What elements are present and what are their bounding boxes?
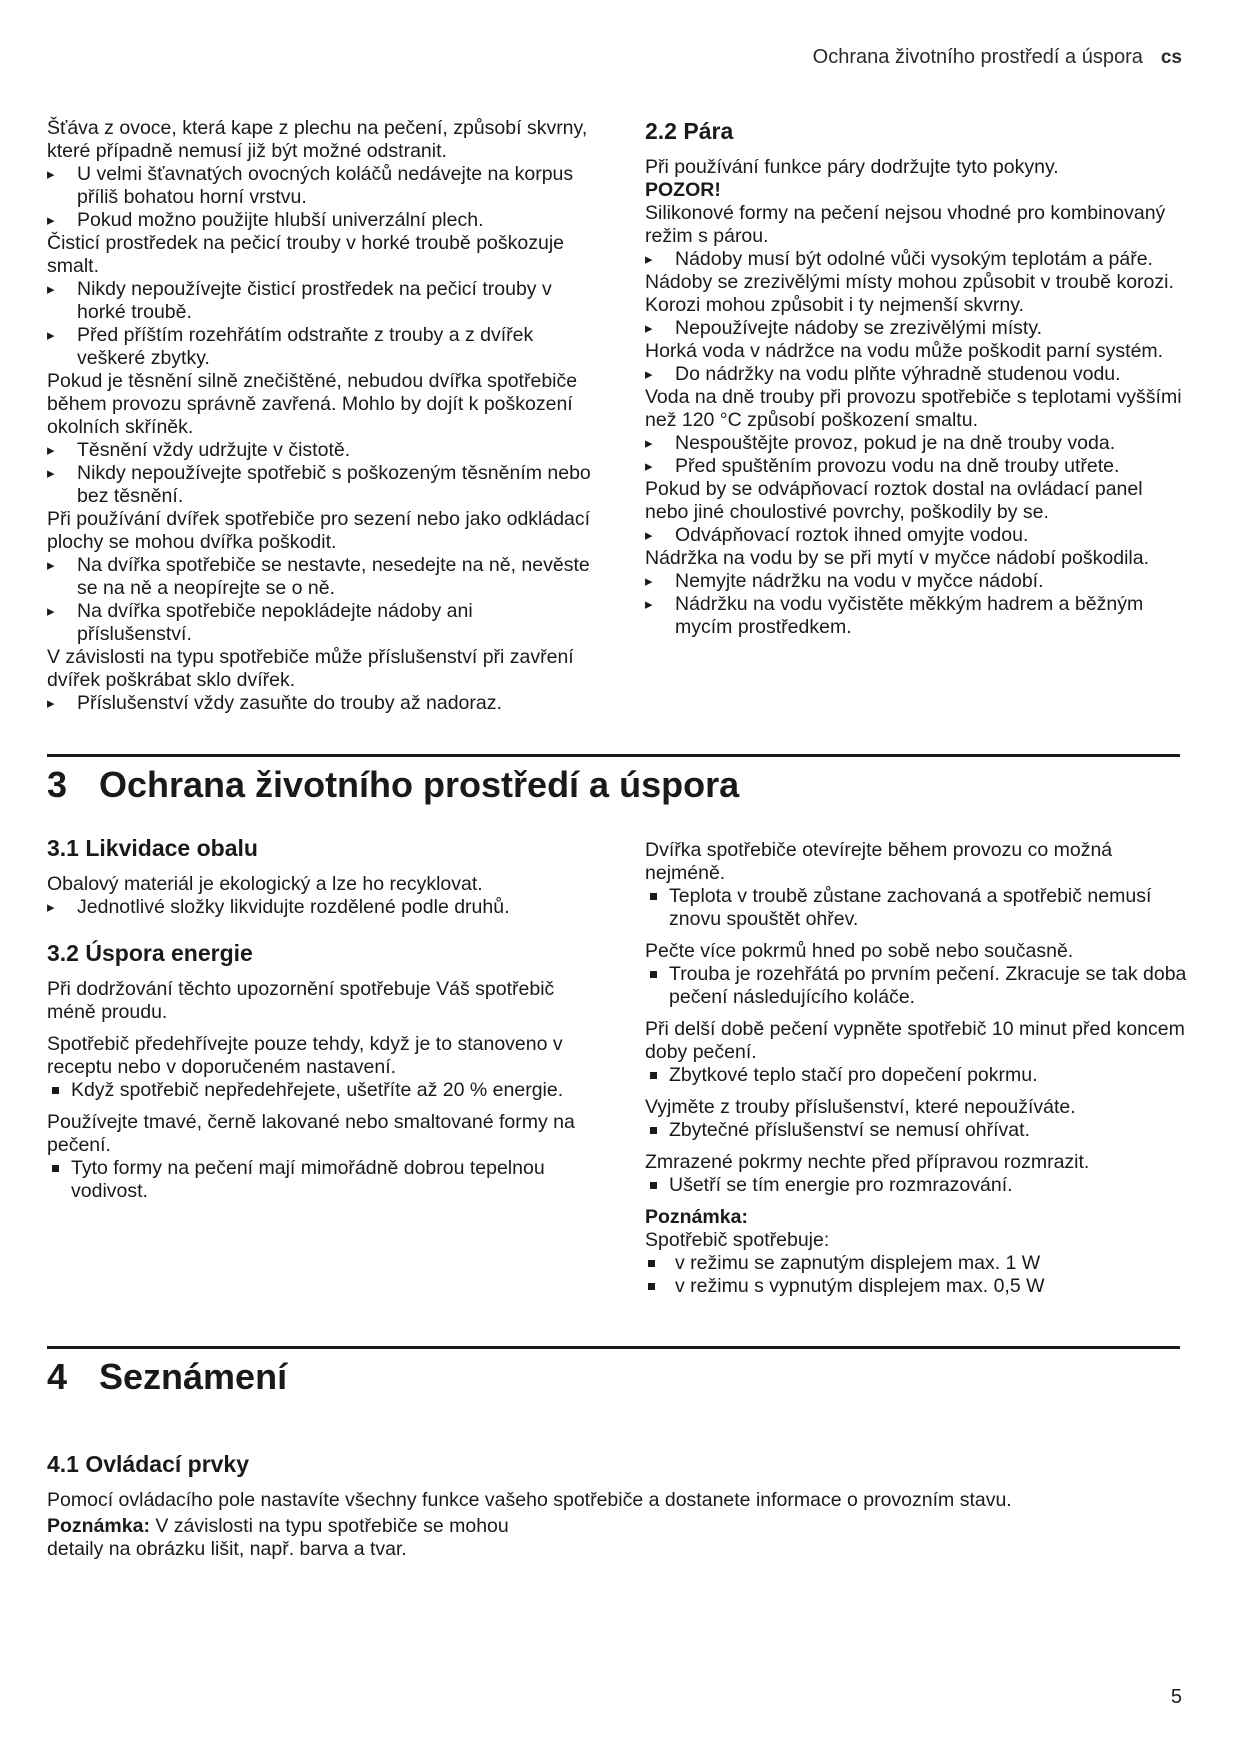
square-bullet-item: Teplota v troubě zůstane zachovaná a spotřebič nemusí znovu spouštět ohřev. [645,885,1190,931]
chapter-title: Seznámení [99,1356,288,1397]
page-number: 5 [1170,1686,1182,1708]
section-divider [47,754,1180,757]
chapter-number: 4 [47,1356,68,1397]
language-code: cs [1160,47,1182,68]
paragraph: Při používání dvířek spotřebiče pro sezení nebo jako odkládací plochy se mohou dvířka poškodit. [47,508,591,553]
bullet-item: ▸ Nádržku na vodu vyčistěte měkkým hadrem a běžným mycím prostředkem. [645,593,1190,639]
running-header [813,46,1182,69]
bullet-item: ▸ Těsnění vždy udržujte v čistotě. [47,439,592,462]
square-bullet-item: Trouba je rozehřátá po prvním pečení. Zkracuje se tak doba pečení následujícího koláče. [645,963,1190,1009]
bullet-item: ▸ Nádoby musí být odolné vůči vysokým teplotám a páře. [645,248,1190,271]
bullet-item: ▸ Pokud možno použijte hlubší univerzální plech. [47,209,592,232]
bullet-item: ▸ Nikdy nepoužívejte čisticí prostředek na pečicí trouby v horké troubě. [47,278,592,324]
square-bullet-item: Ušetří se tím energie pro rozmrazování. [645,1174,1190,1197]
square-bullet-item: Zbytkové teplo stačí pro dopečení pokrmu. [645,1064,1190,1087]
bullet-item: ▸ Nemyjte nádržku na vodu v myčce nádobí. [645,570,1190,593]
bullet-item: ▸ Odvápňovací roztok ihned omyjte vodou. [645,524,1190,547]
section-divider [47,1346,1180,1349]
section-heading-4-1: 4.1 Ovládací prvky [47,1451,250,1477]
bullet-item: ▸ Před příštím rozehřátím odstraňte z trouby a z dvířek veškeré zbytky. [47,324,592,370]
paragraph: Pokud je těsnění silně znečištěné, nebudou dvířka spotřebiče během provozu správně zavřená. Mohlo by dojít k poškození okolních skříněk. [47,370,578,438]
section-heading-2-2: 2.2 Pára [645,118,734,144]
paragraph: Silikonové formy na pečení nejsou vhodné pro kombinovaný režim s párou. [645,202,1166,247]
paragraph: Při delší době pečení vypněte spotřebič 10 minut před koncem doby pečení. [645,1018,1185,1063]
bullet-item: ▸ Nikdy nepoužívejte spotřebič s poškozeným těsněním nebo bez těsnění. [47,462,592,508]
paragraph: Horká voda v nádržce na vodu může poškodit parní systém. [645,340,1164,362]
square-bullet-item: Zbytečné příslušenství se nemusí ohřívat. [645,1119,1190,1142]
paragraph: Vyjměte z trouby příslušenství, které nepoužíváte. [645,1096,1076,1118]
section4-body [47,1450,1187,1561]
right-column-top [645,117,1190,639]
square-bullet-item: Tyto formy na pečení mají mimořádně dobrou tepelnou vodivost. [47,1157,592,1203]
note-text-continued: detaily na obrázku lišit, např. barva a tvar. [47,1538,407,1560]
paragraph: Pomocí ovládacího pole nastavíte všechny funkce vašeho spotřebiče a dostanete informace o provozním stavu. [47,1489,1012,1511]
paragraph: Zmrazené pokrmy nechte před přípravou rozmrazit. [645,1151,1090,1173]
note-text: Spotřebič spotřebuje: [645,1229,830,1251]
note-label: Poznámka: [47,1515,150,1537]
paragraph: Pečte více pokrmů hned po sobě nebo současně. [645,940,1074,962]
paragraph: Čisticí prostředek na pečicí trouby v horké troubě poškozuje smalt. [47,232,565,277]
bullet-item: ▸ Na dvířka spotřebiče nepokládejte nádoby ani příslušenství. [47,600,592,646]
note-text: V závislosti na typu spotřebiče se mohou [149,1515,509,1537]
note-label: Poznámka: [645,1206,748,1228]
chapter-title: Ochrana životního prostředí a úspora [99,764,740,805]
bullet-item: ▸ Do nádržky na vodu plňte výhradně studenou vodu. [645,363,1190,386]
paragraph: V závislosti na typu spotřebiče může příslušenství při zavření dvířek poškrábat sklo dvířek. [47,646,574,691]
bullet-item: ▸ U velmi šťavnatých ovocných koláčů nedávejte na korpus příliš bohatou horní vrstvu. [47,163,592,209]
paragraph: Používejte tmavé, černě lakované nebo smaltované formy na pečení. [47,1111,575,1156]
paragraph: Spotřebič předehřívejte pouze tehdy, když je to stanoveno v receptu nebo v doporučeném nastavení. [47,1033,563,1078]
bullet-item: ▸ Nepoužívejte nádoby se zrezivělými místy. [645,317,1190,340]
bullet-item: ▸ Příslušenství vždy zasuňte do trouby až nadoraz. [47,692,592,715]
chapter-heading-3 [47,764,739,806]
caution-label: POZOR! [645,179,721,201]
header-title: Ochrana životního prostředí a úspora [812,46,1143,68]
chapter-number: 3 [47,764,68,805]
square-bullet-item: Když spotřebič nepředehřejete, ušetříte až 20 % energie. [47,1079,592,1102]
note-bullet-item: v režimu se zapnutým displejem max. 1 W [645,1252,1190,1275]
chapter-heading-4 [47,1356,287,1398]
note-bullet-item: v režimu s vypnutým displejem max. 0,5 W [645,1275,1190,1298]
note-paragraph [47,1515,1187,1538]
paragraph: Nádržka na vodu by se při mytí v myčce nádobí poškodila. [645,547,1149,569]
bullet-item: ▸ Jednotlivé složky likvidujte rozdělené podle druhů. [47,896,592,919]
paragraph: Nádoby se zrezivělými místy mohou způsobit v troubě korozi. Korozi mohou způsobit i ty nejmenší skvrny. [645,271,1174,316]
section3-right-column [645,839,1190,1298]
paragraph: Šťáva z ovoce, která kape z plechu na pečení, způsobí skvrny, které případně nemusí již být možné odstranit. [47,117,588,162]
bullet-item: ▸ Před spuštěním provozu vodu na dně trouby utřete. [645,455,1190,478]
bullet-item: ▸ Na dvířka spotřebiče se nestavte, nesedejte na ně, nevěste se na ně a neopírejte se o ně. [47,554,592,600]
paragraph: Voda na dně trouby při provozu spotřebiče s teplotami vyššími než 120 °C způsobí poškození smaltu. [645,386,1182,431]
paragraph: Dvířka spotřebiče otevírejte během provozu co možná nejméně. [645,839,1113,884]
paragraph: Při dodržování těchto upozornění spotřebuje Váš spotřebič méně proudu. [47,978,555,1023]
bullet-item: ▸ Nespouštějte provoz, pokud je na dně trouby voda. [645,432,1190,455]
paragraph: Při používání funkce páry dodržujte tyto pokyny. [645,156,1059,178]
paragraph: Obalový materiál je ekologický a lze ho recyklovat. [47,873,483,895]
section-heading-3-2: 3.2 Úspora energie [47,940,253,966]
section-heading-3-1: 3.1 Likvidace obalu [47,835,258,861]
section3-left-column [47,834,592,1203]
paragraph: Pokud by se odvápňovací roztok dostal na ovládací panel nebo jiné choulostivé povrchy, poškodily by se. [645,478,1143,523]
left-column-top [47,117,592,715]
